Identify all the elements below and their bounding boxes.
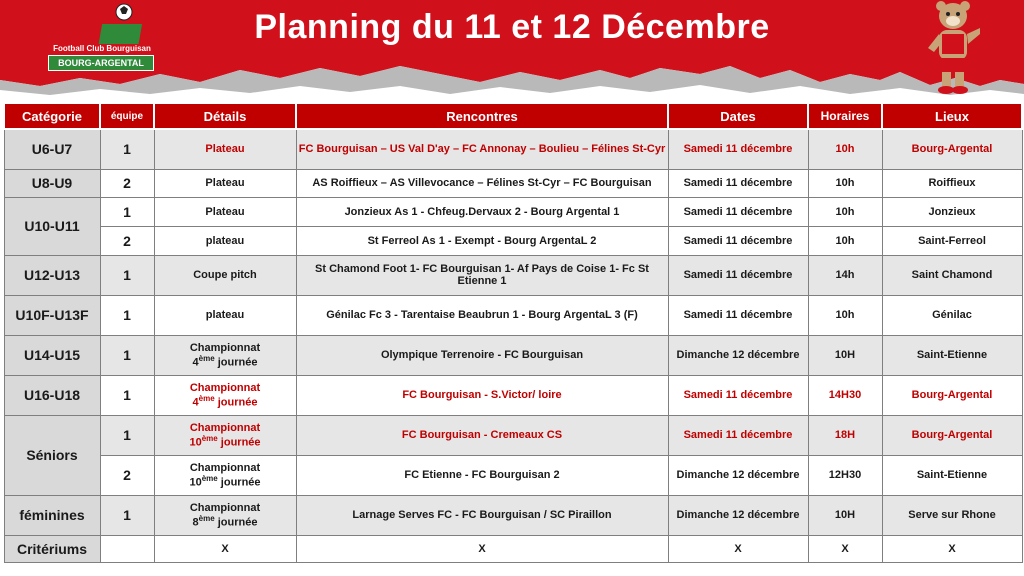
header-banner: [0, 0, 1024, 100]
cell-time: 10h: [808, 226, 882, 255]
cell-team: [100, 535, 154, 562]
logo-city: BOURG-ARGENTAL: [48, 55, 154, 71]
details-round-number: 10: [189, 436, 202, 449]
cell-place: Bourg-Argental: [882, 375, 1022, 415]
cell-match: FC Bourguisan – US Val D'ay – FC Annonay – Boulieu – Félines St-Cyr: [296, 129, 668, 169]
table-row: [4, 226, 1022, 255]
cell-date: X: [668, 535, 808, 562]
cell-category: U10F-U13F: [4, 295, 100, 335]
details-label: Championnat: [189, 381, 261, 394]
cell-category: U10-U11: [4, 197, 100, 255]
mascot-icon: [922, 0, 984, 96]
column-header-rencontres: Rencontres: [296, 103, 668, 129]
cell-place: Jonzieux: [882, 197, 1022, 226]
details-round-tail: journée: [217, 476, 261, 489]
cell-place: Bourg-Argental: [882, 415, 1022, 455]
details-label: Championnat: [189, 461, 261, 474]
table-row: [4, 495, 1022, 535]
cell-time: 12H30: [808, 455, 882, 495]
cell-time: 10h: [808, 295, 882, 335]
table-body: [4, 129, 1022, 562]
details-round-suffix: ème: [201, 433, 218, 443]
cell-time: 10h: [808, 169, 882, 197]
cell-details: [154, 455, 296, 495]
cell-place: X: [882, 535, 1022, 562]
cell-details: Plateau: [154, 197, 296, 226]
cell-team: 1: [100, 129, 154, 169]
cell-category: Séniors: [4, 415, 100, 495]
cell-match: FC Bourguisan - S.Victor/ loire: [296, 375, 668, 415]
cell-time: 14h: [808, 255, 882, 295]
planning-table: [3, 102, 1023, 563]
table-row: [4, 455, 1022, 495]
details-round-number: 4: [192, 396, 199, 409]
table-row: [4, 295, 1022, 335]
details-round-number: 4: [192, 356, 199, 369]
details-label: Championnat: [189, 421, 261, 434]
cell-date: Samedi 11 décembre: [668, 226, 808, 255]
cell-match: FC Bourguisan - Cremeaux CS: [296, 415, 668, 455]
cell-place: Bourg-Argental: [882, 129, 1022, 169]
cell-date: Samedi 11 décembre: [668, 295, 808, 335]
cell-time: 10h: [808, 197, 882, 226]
cell-date: Samedi 11 décembre: [668, 169, 808, 197]
cell-details: X: [154, 535, 296, 562]
column-header-details: Détails: [154, 103, 296, 129]
cell-category: U16-U18: [4, 375, 100, 415]
table-row: [4, 255, 1022, 295]
logo-club-name: Football Club Bourguisan: [53, 44, 151, 53]
column-header-lieux: Lieux: [882, 103, 1022, 129]
cell-details: [154, 415, 296, 455]
cell-match: X: [296, 535, 668, 562]
cell-time: 10H: [808, 495, 882, 535]
cell-place: Saint-Etienne: [882, 335, 1022, 375]
cell-details: Plateau: [154, 169, 296, 197]
table-row: [4, 535, 1022, 562]
cell-place: Saint Chamond: [882, 255, 1022, 295]
cell-category: U12-U13: [4, 255, 100, 295]
table-header-row: [4, 103, 1022, 129]
page-title: Planning du 11 et 12 Décembre: [254, 8, 770, 46]
cell-match: Jonzieux As 1 - Chfeug.Dervaux 2 - Bourg Argental 1: [296, 197, 668, 226]
details-round-number: 10: [189, 476, 202, 489]
cell-details: Plateau: [154, 129, 296, 169]
cell-date: Samedi 11 décembre: [668, 255, 808, 295]
cell-team: 1: [100, 335, 154, 375]
cell-date: Samedi 11 décembre: [668, 197, 808, 226]
details-label: Championnat: [189, 341, 261, 354]
details-round-suffix: ème: [198, 353, 215, 363]
table-row: [4, 335, 1022, 375]
cell-match: Génilac Fc 3 - Tarentaise Beaubrun 1 - Bourg ArgentaL 3 (F): [296, 295, 668, 335]
details-round-suffix: ème: [198, 513, 215, 523]
column-header-horaires: Horaires: [808, 103, 882, 129]
cell-date: Dimanche 12 décembre: [668, 495, 808, 535]
cell-category: féminines: [4, 495, 100, 535]
club-logo: [46, 2, 156, 74]
details-round-tail: journée: [217, 436, 261, 449]
cell-team: 1: [100, 375, 154, 415]
cell-date: Samedi 11 décembre: [668, 415, 808, 455]
cell-details: [154, 335, 296, 375]
details-round-tail: journée: [214, 396, 258, 409]
cell-place: Roiffieux: [882, 169, 1022, 197]
cell-date: Dimanche 12 décembre: [668, 335, 808, 375]
details-round-number: 8: [192, 516, 199, 529]
cell-team: 2: [100, 226, 154, 255]
cell-details: [154, 375, 296, 415]
column-header-equipe: équipe: [100, 103, 154, 129]
details-label: Championnat: [189, 501, 261, 514]
cell-team: 1: [100, 295, 154, 335]
cell-time: 10h: [808, 129, 882, 169]
column-header-categorie: Catégorie: [4, 103, 100, 129]
cell-time: 14H30: [808, 375, 882, 415]
cell-category: U8-U9: [4, 169, 100, 197]
cell-match: Olympique Terrenoire - FC Bourguisan: [296, 335, 668, 375]
table-row: [4, 375, 1022, 415]
cell-match: Larnage Serves FC - FC Bourguisan / SC Piraillon: [296, 495, 668, 535]
cell-time: 18H: [808, 415, 882, 455]
cell-place: Saint-Etienne: [882, 455, 1022, 495]
table-row: [4, 197, 1022, 226]
cell-details: [154, 495, 296, 535]
logo-emblem-icon: [46, 2, 156, 46]
cell-date: Samedi 11 décembre: [668, 375, 808, 415]
cell-place: Génilac: [882, 295, 1022, 335]
column-header-dates: Dates: [668, 103, 808, 129]
cell-details: Coupe pitch: [154, 255, 296, 295]
cell-team: 1: [100, 495, 154, 535]
cell-time: 10H: [808, 335, 882, 375]
cell-match: FC Etienne - FC Bourguisan 2: [296, 455, 668, 495]
cell-match: AS Roiffieux – AS Villevocance – Félines St-Cyr – FC Bourguisan: [296, 169, 668, 197]
details-round-suffix: ème: [201, 473, 218, 483]
table-row: [4, 415, 1022, 455]
cell-date: Dimanche 12 décembre: [668, 455, 808, 495]
cell-team: 2: [100, 169, 154, 197]
cell-details: plateau: [154, 226, 296, 255]
cell-time: X: [808, 535, 882, 562]
details-round-tail: journée: [214, 516, 258, 529]
cell-category: U14-U15: [4, 335, 100, 375]
cell-team: 1: [100, 197, 154, 226]
cell-team: 1: [100, 255, 154, 295]
cell-category: Critériums: [4, 535, 100, 562]
cell-place: Serve sur Rhone: [882, 495, 1022, 535]
table-row: [4, 169, 1022, 197]
cell-details: plateau: [154, 295, 296, 335]
cell-match: St Ferreol As 1 - Exempt - Bourg ArgentaL 2: [296, 226, 668, 255]
details-round-suffix: ème: [198, 393, 215, 403]
details-round-tail: journée: [214, 356, 258, 369]
table-row: [4, 129, 1022, 169]
cell-place: Saint-Ferreol: [882, 226, 1022, 255]
cell-team: 1: [100, 415, 154, 455]
cell-match: St Chamond Foot 1- FC Bourguisan 1- Af Pays de Coise 1- Fc St Etienne 1: [296, 255, 668, 295]
cell-category: U6-U7: [4, 129, 100, 169]
cell-date: Samedi 11 décembre: [668, 129, 808, 169]
cell-team: 2: [100, 455, 154, 495]
